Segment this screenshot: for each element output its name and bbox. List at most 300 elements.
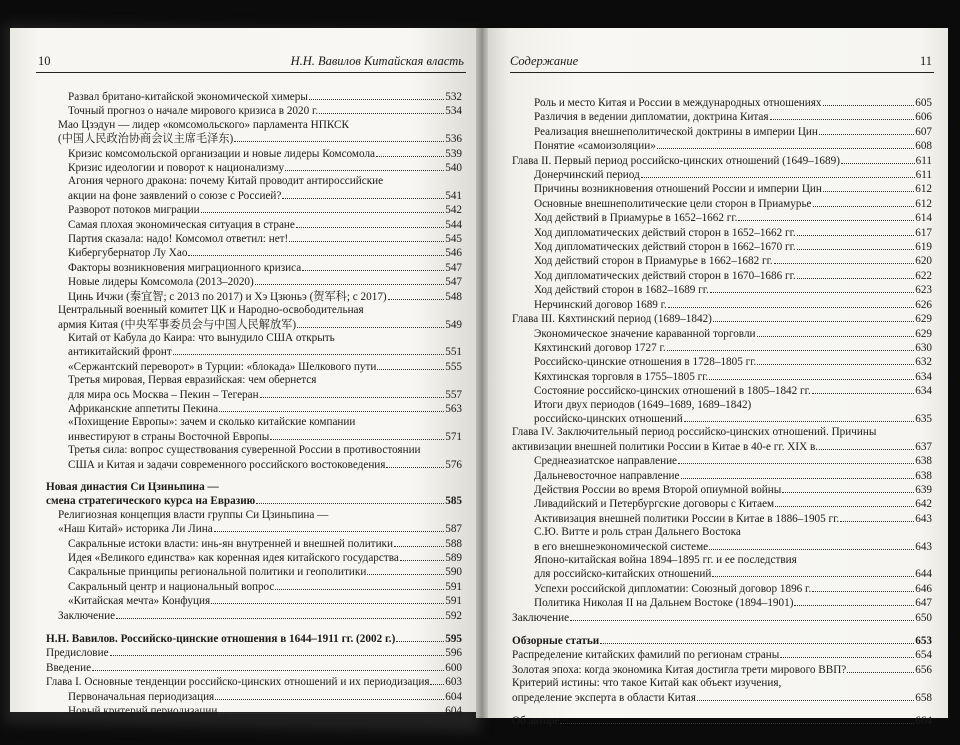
dot-leader bbox=[641, 168, 915, 178]
toc-entry bbox=[512, 327, 932, 341]
dot-leader bbox=[188, 246, 444, 256]
dot-leader bbox=[386, 458, 444, 468]
dot-leader bbox=[297, 318, 444, 328]
dot-leader bbox=[270, 430, 444, 440]
toc-page-number: 656 bbox=[915, 663, 932, 676]
toc-entry bbox=[46, 161, 462, 175]
dot-leader bbox=[400, 551, 444, 561]
toc-entry-title: Ливадийский и Петербургские договоры с Китаем bbox=[534, 498, 775, 511]
toc-entry-title: Различия в ведении дипломатии, доктрина Китая bbox=[534, 111, 769, 124]
toc-entry-title: Ход дипломатических действий сторон в 1662–1670 гг. bbox=[534, 241, 796, 254]
toc-entry-title: Кяхтинский договор 1727 г. bbox=[534, 341, 666, 354]
toc-page-number: 590 bbox=[445, 566, 462, 579]
toc-page-number: 654 bbox=[915, 649, 932, 662]
left-header bbox=[38, 54, 464, 69]
toc-page-number: 542 bbox=[445, 204, 462, 217]
dot-leader bbox=[376, 147, 444, 157]
toc-page-number: 532 bbox=[445, 91, 462, 103]
header-rule bbox=[510, 72, 934, 73]
right-page bbox=[482, 28, 948, 728]
toc-entry-title: Предисловие bbox=[46, 647, 109, 660]
dot-leader bbox=[697, 691, 914, 701]
toc-entry-title: Сакральные принципы региональной политики и геополитики bbox=[68, 566, 367, 579]
dot-leader bbox=[394, 537, 444, 547]
dot-leader bbox=[667, 341, 915, 351]
dot-leader bbox=[713, 312, 914, 322]
toc-entry bbox=[512, 312, 932, 326]
dot-leader bbox=[219, 402, 444, 412]
toc-entry bbox=[512, 110, 932, 124]
dot-leader bbox=[775, 497, 914, 507]
right-header bbox=[510, 54, 932, 69]
toc-entry bbox=[512, 596, 932, 610]
dot-leader bbox=[823, 96, 915, 106]
toc-entry bbox=[46, 246, 462, 260]
dot-leader bbox=[712, 567, 914, 577]
toc-page-number: 576 bbox=[445, 458, 462, 471]
dot-leader bbox=[684, 412, 914, 422]
toc-entry-title: (中国人民政治协商会议主席毛泽东) bbox=[58, 133, 234, 146]
dot-leader bbox=[215, 690, 444, 700]
toc-page-number: 536 bbox=[445, 133, 462, 146]
toc-entry bbox=[46, 232, 462, 246]
toc-entry-title: Сакральные истоки власти: инь-ян внутренней и внешней политики bbox=[68, 537, 393, 550]
toc-entry-title: Первоначальная периодизация bbox=[68, 690, 215, 703]
toc-entry-title: Реализация внешнеполитической доктрины в империи Цин bbox=[534, 125, 818, 138]
toc-page-number: 595 bbox=[445, 633, 462, 646]
toc-page-number: 608 bbox=[915, 140, 932, 153]
toc-entry-title: Политика Николая II на Дальнем Востоке (1894–1901) bbox=[534, 597, 794, 610]
toc-entry-title: Успехи российской дипломатии: Союзный договор 1896 г. bbox=[534, 582, 812, 595]
dot-leader bbox=[214, 522, 445, 532]
dot-leader bbox=[797, 240, 914, 250]
dot-leader bbox=[709, 370, 914, 380]
toc-page-number: 585 bbox=[445, 495, 462, 508]
toc-entry bbox=[512, 168, 932, 182]
toc-entry-title: Действия России во время Второй опиумной войны bbox=[534, 483, 782, 496]
dot-leader bbox=[813, 197, 915, 207]
dot-leader bbox=[92, 661, 444, 671]
toc-page-number: 587 bbox=[445, 523, 462, 536]
dot-leader bbox=[173, 345, 445, 355]
dot-leader bbox=[560, 714, 914, 724]
toc-entry bbox=[46, 275, 462, 289]
toc-entry bbox=[46, 360, 462, 374]
dot-leader bbox=[275, 580, 444, 590]
dot-leader bbox=[255, 275, 444, 285]
toc-page-number: 612 bbox=[915, 197, 932, 210]
toc-entry-title: Российско-цинские отношения в 1728–1805 гг. bbox=[534, 356, 757, 369]
dot-leader bbox=[430, 675, 444, 685]
toc-page-number: 634 bbox=[915, 370, 932, 383]
toc-entry-title: Кризис идеологии и поворот к национализму bbox=[68, 162, 285, 175]
toc-entry bbox=[512, 454, 932, 468]
dot-leader bbox=[319, 104, 444, 114]
toc-page-number: 643 bbox=[915, 512, 932, 525]
toc-entry-title: Заключение bbox=[512, 611, 570, 624]
toc-entry-title: Центральный военный комитет ЦК и Народно-освободительная bbox=[58, 304, 364, 317]
toc-entry-title: Состояние российско-цинских отношений в 1805–1842 гг. bbox=[534, 385, 811, 398]
toc-entry-title: Идея «Великого единства» как коренная идея китайского государства bbox=[68, 552, 399, 564]
toc-entry-title: Экономическое значение караванной торговли bbox=[534, 327, 756, 340]
right-page-number: 11 bbox=[919, 54, 932, 68]
toc-entry bbox=[46, 509, 462, 537]
toc-page-number: 589 bbox=[445, 552, 462, 564]
toc-entry-title: Цинь Ичжи (秦宜智; с 2013 по 2017) и Хэ Цзюньэ (贺军科; с 2017) bbox=[68, 290, 387, 303]
dot-leader bbox=[823, 182, 914, 192]
toc-entry-title: Новые лидеры Комсомола (2013–2020) bbox=[68, 276, 254, 289]
toc-spacer bbox=[512, 625, 932, 634]
toc-entry-title: Критерий истины: что такое Китай как объект изучения, bbox=[512, 677, 782, 690]
dot-leader bbox=[681, 469, 915, 479]
dot-leader bbox=[388, 290, 445, 300]
toc-entry-title: Новый критерий периодизации bbox=[68, 705, 218, 718]
toc-page-number: 626 bbox=[915, 298, 932, 311]
left-running-head: Н.Н. Вавилов Китайская власть bbox=[290, 54, 464, 68]
toc-entry-title: Третья сила: вопрос существования суверенной России в противостоянии bbox=[68, 444, 421, 457]
toc-entry-title: Разворот потоков миграции bbox=[68, 204, 200, 217]
dot-leader bbox=[770, 110, 915, 120]
toc-page-number: 611 bbox=[915, 154, 932, 167]
toc-page-number: 591 bbox=[445, 580, 462, 593]
toc-entry bbox=[512, 512, 932, 526]
toc-page-number: 549 bbox=[445, 318, 462, 331]
dot-leader bbox=[841, 154, 915, 164]
right-running-head: Содержание bbox=[510, 54, 579, 68]
toc-entry-title: Факторы возникновения миграционного кризиса bbox=[68, 261, 302, 274]
toc-entry-title: Ход дипломатических действий сторон в 1652–1662 гг. bbox=[534, 226, 796, 239]
toc-page-number: 620 bbox=[915, 255, 932, 268]
dot-leader bbox=[847, 663, 914, 673]
toc-entry bbox=[512, 211, 932, 225]
toc-entry bbox=[512, 384, 932, 398]
toc-entry-title: Золотая эпоха: когда экономика Китая достигла трети мирового ВВП? bbox=[512, 663, 847, 676]
dot-leader bbox=[794, 596, 914, 606]
toc-entry-title: Ход дипломатических действий сторон в 1670–1686 гг. bbox=[534, 269, 796, 282]
toc-entry-title: для российско-китайских отношений bbox=[534, 568, 712, 581]
toc-entry-title: Глава I. Основные тенденции российско-цинских отношений и их периодизация bbox=[46, 676, 430, 689]
dot-leader bbox=[657, 139, 914, 149]
toc-entry-title: «Китайская мечта» Конфуция bbox=[68, 595, 211, 608]
toc-entry bbox=[512, 283, 932, 297]
toc-spacer bbox=[512, 705, 932, 714]
toc-entry-title: Ход действий сторон в Приамурье в 1662–1682 гг. bbox=[534, 255, 773, 268]
dot-leader bbox=[710, 283, 914, 293]
toc-entry bbox=[512, 154, 932, 168]
book-spine bbox=[476, 28, 488, 718]
toc-entry-title: Заключение bbox=[58, 609, 116, 622]
toc-page-number: 642 bbox=[915, 498, 932, 511]
toc-entry bbox=[512, 370, 932, 384]
toc-entry bbox=[46, 374, 462, 402]
toc-page-number: 634 bbox=[915, 385, 932, 398]
toc-entry-title: Итоги двух периодов (1649–1689, 1689–1842) bbox=[534, 398, 752, 411]
toc-page-number: 629 bbox=[915, 327, 932, 340]
toc-page-number: 604 bbox=[445, 705, 462, 718]
toc-page-number: 606 bbox=[915, 111, 932, 124]
toc-entry bbox=[46, 147, 462, 161]
toc-page-number: 611 bbox=[915, 169, 932, 182]
toc-entry bbox=[512, 254, 932, 268]
dot-leader bbox=[774, 254, 914, 264]
toc-page-number: 646 bbox=[915, 582, 932, 595]
dot-leader bbox=[201, 203, 445, 213]
toc-entry-title: Глава II. Первый период российско-цинских отношений (1649–1689) bbox=[512, 154, 840, 167]
toc-entry-title: Ход действий в Приамурье в 1652–1662 гг. bbox=[534, 212, 738, 225]
toc-entry-title: Обзорные статьи bbox=[512, 635, 600, 648]
dot-leader bbox=[289, 232, 444, 242]
toc-entry-title: смена стратегического курса на Евразию bbox=[46, 495, 256, 508]
toc-spacer bbox=[46, 472, 462, 481]
toc-entry bbox=[46, 632, 462, 646]
toc-entry-title: Японо-китайская война 1894–1895 гг. и ее последствия bbox=[534, 554, 797, 566]
toc-entry-title: антикитайский фронт bbox=[68, 346, 172, 359]
toc-entry bbox=[512, 677, 932, 705]
dot-leader bbox=[782, 483, 914, 493]
toc-page-number: 619 bbox=[915, 241, 932, 254]
toc-page-number: 658 bbox=[915, 691, 932, 704]
dot-leader bbox=[812, 582, 914, 592]
toc-page-number: 637 bbox=[915, 440, 932, 453]
toc-page-number: 563 bbox=[445, 402, 462, 415]
toc-entry-title: Причины возникновения отношений России и империи Цин bbox=[534, 183, 822, 196]
toc-entry bbox=[46, 704, 462, 718]
toc-page-number: 605 bbox=[915, 97, 932, 109]
toc-entry-title: Ход действий сторон в 1682–1689 гг. bbox=[534, 284, 709, 297]
toc-entry-title: Донерчинский период bbox=[534, 169, 640, 182]
toc-page-number: 534 bbox=[445, 105, 462, 118]
dot-leader bbox=[819, 440, 914, 450]
toc-entry bbox=[512, 125, 932, 139]
dot-leader bbox=[570, 611, 914, 621]
toc-page-number: 629 bbox=[915, 313, 932, 326]
toc-page-number: 614 bbox=[915, 212, 932, 225]
toc-entry-title: Кяхтинская торговля в 1755–1805 гг. bbox=[534, 370, 709, 383]
toc-page-number: 635 bbox=[915, 412, 932, 425]
toc-page-number: 638 bbox=[915, 455, 932, 468]
toc-entry bbox=[512, 96, 932, 110]
dot-leader bbox=[285, 161, 444, 171]
dot-leader bbox=[110, 646, 445, 656]
toc-entry bbox=[46, 661, 462, 675]
toc-page-number: 546 bbox=[445, 247, 462, 260]
toc-page-number: 547 bbox=[445, 276, 462, 289]
toc-entry-title: Развал британо-китайской экономической химеры bbox=[68, 91, 308, 103]
dot-leader bbox=[678, 454, 914, 464]
toc-entry-title: инвестируют в страны Восточной Европы bbox=[68, 430, 270, 443]
toc-page-number: 555 bbox=[445, 360, 462, 373]
toc-page-number: 644 bbox=[915, 568, 932, 581]
toc-entry-title: Среднеазиатское направление bbox=[534, 455, 678, 468]
toc-page-number: 638 bbox=[915, 469, 932, 482]
dot-leader bbox=[234, 132, 444, 142]
toc-entry-title: Религиозная концепция власти группы Си Цзиньпина — bbox=[58, 508, 329, 521]
toc-entry bbox=[512, 663, 932, 677]
toc-page-number: 650 bbox=[915, 611, 932, 624]
toc-entry bbox=[512, 399, 932, 427]
toc-entry bbox=[46, 119, 462, 147]
toc-page-number: 607 bbox=[915, 125, 932, 138]
toc-entry bbox=[46, 565, 462, 579]
toc-entry bbox=[512, 714, 932, 728]
dot-leader bbox=[600, 634, 914, 644]
header-rule bbox=[36, 72, 466, 73]
toc-entry-title: Введение bbox=[46, 661, 92, 674]
toc-entry-title: Об авторе bbox=[512, 715, 560, 728]
dot-leader bbox=[296, 218, 444, 228]
toc-page-number: 643 bbox=[915, 540, 932, 553]
toc-entry bbox=[46, 675, 462, 689]
toc-entry bbox=[512, 269, 932, 283]
dot-leader bbox=[757, 355, 914, 365]
dot-leader bbox=[260, 388, 445, 398]
toc-page-number: 622 bbox=[915, 269, 932, 282]
toc-page-number: 617 bbox=[915, 226, 932, 239]
toc-entry-title: Третья мировая, Первая евразийская: чем обернется bbox=[68, 374, 317, 387]
toc-entry bbox=[512, 634, 932, 648]
toc-entry bbox=[512, 139, 932, 153]
dot-leader bbox=[377, 360, 444, 370]
toc-entry bbox=[46, 290, 462, 304]
dot-leader bbox=[797, 226, 914, 236]
toc-entry bbox=[512, 226, 932, 240]
toc-page-number: 539 bbox=[445, 147, 462, 160]
toc-entry bbox=[46, 594, 462, 608]
toc-page-number: 603 bbox=[445, 676, 462, 689]
toc-entry-title: Китай от Кабула до Каира: что вынудило США открыть bbox=[68, 331, 335, 344]
toc-page-number: 592 bbox=[445, 609, 462, 622]
toc-spacer bbox=[46, 623, 462, 632]
toc-entry-title: Самая плохая экономическая ситуация в стране bbox=[68, 218, 295, 231]
toc-entry-title: в его внешнеэкономической системе bbox=[534, 540, 709, 553]
toc-entry bbox=[46, 551, 462, 565]
toc-page-number: 557 bbox=[445, 388, 462, 401]
toc-entry-title: «Сержантский переворот» в Турции: «блокада» Шелкового пути bbox=[68, 360, 377, 373]
toc-entry-title: активизации внешней политики России в Китае в 40-е гг. XIX в. bbox=[512, 440, 819, 453]
toc-entry-title: Понятие «самоизоляции» bbox=[534, 140, 656, 153]
toc-entry bbox=[46, 304, 462, 332]
toc-entry-title: Сакральный центр и национальный вопрос bbox=[68, 580, 275, 593]
dot-leader bbox=[302, 261, 444, 271]
toc-entry-title: Нерчинский договор 1689 г. bbox=[534, 298, 667, 311]
toc-entry-title: Дальневосточное направление bbox=[534, 469, 680, 482]
toc-entry bbox=[512, 497, 932, 511]
toc-entry-title: Активизация внешней политики России в Китае в 1886–1905 гг. bbox=[534, 512, 840, 525]
toc-entry-title: Мао Цзэдун — лидер «комсомольского» парламента НПКСК bbox=[58, 118, 349, 131]
dot-leader bbox=[757, 327, 915, 337]
toc-page-number: 664 bbox=[915, 715, 932, 728]
toc-entry bbox=[46, 218, 462, 232]
toc-page-number: 632 bbox=[915, 356, 932, 369]
toc-entry bbox=[512, 611, 932, 625]
toc-entry bbox=[512, 483, 932, 497]
dot-leader bbox=[819, 125, 914, 135]
toc-entry bbox=[512, 554, 932, 582]
toc-entry bbox=[46, 203, 462, 217]
toc-entry bbox=[46, 537, 462, 551]
toc-page-number: 653 bbox=[915, 635, 932, 648]
dot-leader bbox=[797, 269, 914, 279]
toc-entry bbox=[512, 341, 932, 355]
toc-page-number: 600 bbox=[445, 661, 462, 674]
toc-entry-title: Новая династия Си Цзиньпина — bbox=[46, 480, 219, 493]
dot-leader bbox=[840, 512, 914, 522]
toc-entry bbox=[512, 582, 932, 596]
toc-page-number: 544 bbox=[445, 218, 462, 231]
toc-entry bbox=[46, 481, 462, 509]
toc-page-number: 639 bbox=[915, 483, 932, 496]
toc-entry-title: Кризис комсомольской организации и новые лидеры Комсомола bbox=[68, 147, 376, 160]
toc-entry bbox=[512, 355, 932, 369]
dot-leader bbox=[738, 211, 914, 221]
toc-entry bbox=[46, 646, 462, 660]
toc-entry bbox=[46, 175, 462, 203]
toc-entry-title: США и Китая и задачи современного российского востоковедения bbox=[68, 458, 386, 471]
dot-leader bbox=[396, 632, 444, 642]
toc-page-number: 647 bbox=[915, 597, 932, 610]
toc-entry bbox=[46, 90, 462, 104]
toc-entry-title: армия Китая (中央军事委员会与中国人民解放军) bbox=[58, 318, 297, 331]
toc-entry bbox=[46, 690, 462, 704]
toc-page-number: 623 bbox=[915, 284, 932, 297]
toc-page-number: 541 bbox=[445, 189, 462, 202]
toc-page-number: 591 bbox=[445, 595, 462, 608]
toc-entry-title: «Похищение Европы»: зачем и сколько китайские компании bbox=[68, 416, 356, 429]
toc-entry-title: С.Ю. Витте и роль стран Дальнего Востока bbox=[534, 526, 741, 539]
toc-right bbox=[512, 96, 932, 728]
toc-entry-title: определение эксперта в области Китая bbox=[512, 691, 696, 704]
dot-leader bbox=[812, 384, 914, 394]
toc-entry bbox=[46, 261, 462, 275]
toc-entry-title: Точный прогноз о начале мирового кризиса в 2020 г. bbox=[68, 105, 319, 118]
toc-page-number: 604 bbox=[445, 690, 462, 703]
toc-entry-title: Агония черного дракона: почему Китай проводит антироссийские bbox=[68, 175, 384, 188]
toc-page-number: 612 bbox=[915, 183, 932, 196]
toc-entry-title: российско-цинских отношений bbox=[534, 412, 683, 425]
dot-leader bbox=[780, 648, 914, 658]
toc-entry-title: Африканские аппетиты Пекина bbox=[68, 402, 219, 415]
toc-entry bbox=[512, 426, 932, 454]
toc-entry bbox=[46, 402, 462, 416]
toc-entry-title: для мира ось Москва – Пекин – Тегеран bbox=[68, 388, 259, 401]
toc-entry-title: Кибергубернатор Лу Хао bbox=[68, 247, 188, 260]
dot-leader bbox=[709, 540, 914, 550]
toc-page-number: 596 bbox=[445, 647, 462, 660]
toc-entry bbox=[512, 298, 932, 312]
toc-entry-title: Роль и место Китая и России в международных отношениях bbox=[534, 97, 822, 109]
toc-entry bbox=[512, 240, 932, 254]
toc-entry bbox=[46, 609, 462, 623]
toc-entry-title: акции на фоне заявлений о союзе с Россией? bbox=[68, 189, 282, 202]
toc-entry bbox=[46, 444, 462, 472]
toc-left bbox=[46, 90, 462, 718]
toc-page-number: 545 bbox=[445, 233, 462, 246]
toc-entry bbox=[46, 580, 462, 594]
toc-page-number: 540 bbox=[445, 162, 462, 175]
left-page-number: 10 bbox=[38, 54, 51, 68]
toc-entry-title: Глава IV. Заключительный период российско-цинских отношений. Причины bbox=[512, 426, 877, 439]
toc-entry bbox=[46, 416, 462, 444]
dot-leader bbox=[218, 704, 444, 714]
toc-entry bbox=[512, 648, 932, 662]
toc-entry-title: Партия сказала: надо! Комсомол ответил: нет! bbox=[68, 233, 289, 246]
dot-leader bbox=[367, 565, 444, 575]
toc-entry-title: Распределение китайских фамилий по регионам страны bbox=[512, 649, 780, 662]
toc-page-number: 588 bbox=[445, 537, 462, 550]
dot-leader bbox=[309, 90, 444, 100]
toc-entry bbox=[512, 182, 932, 196]
toc-entry-title: Глава III. Кяхтинский период (1689–1842) bbox=[512, 313, 712, 326]
